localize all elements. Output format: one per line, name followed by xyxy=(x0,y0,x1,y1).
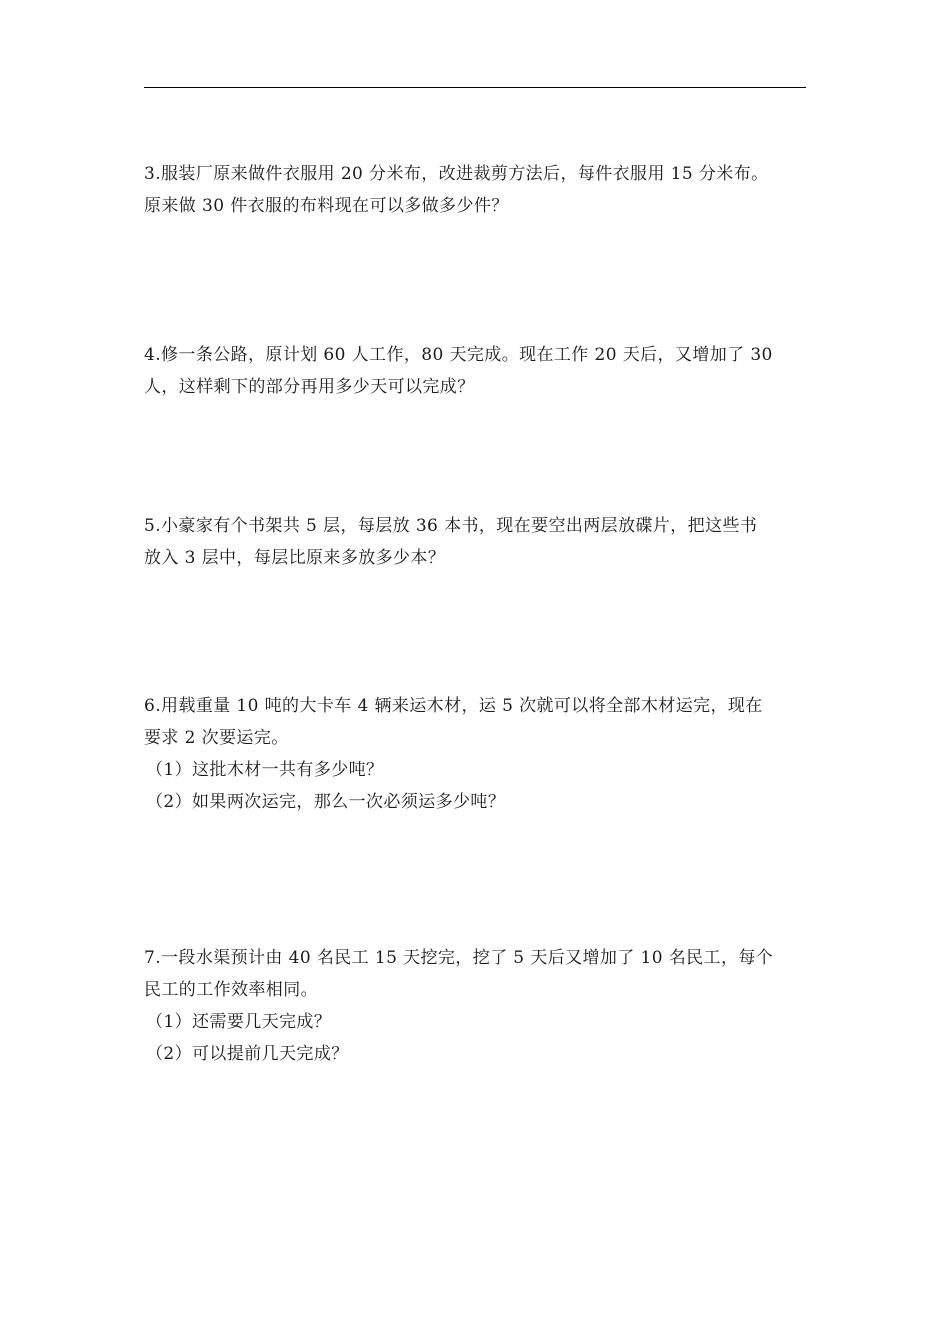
problem-3-line-2: 原来做 30 件衣服的布料现在可以多做多少件？ xyxy=(144,196,509,216)
problem-4 xyxy=(144,339,808,403)
problem-6 xyxy=(144,690,808,818)
problem-5-line-1: 5.小豪家有个书架共 5 层，每层放 36 本书，现在要空出两层放碟片，把这些书 xyxy=(144,516,758,536)
problem-3-line-1: 3.服装厂原来做件衣服用 20 分米布，改进裁剪方法后，每件衣服用 15 分米布。 xyxy=(144,164,769,184)
problem-6-line-2: 要求 2 次要运完。 xyxy=(144,728,289,748)
problem-3 xyxy=(144,158,808,222)
problem-7-line-2: 民工的工作效率相同。 xyxy=(144,980,318,1000)
problem-4-line-2: 人，这样剩下的部分再用多少天可以完成？ xyxy=(144,377,475,397)
problem-7-line-1: 7.一段水渠预计由 40 名民工 15 天挖完，挖了 5 天后又增加了 10 名民工，每个 xyxy=(144,948,774,968)
problem-6-line-1: 6.用载重量 10 吨的大卡车 4 辆来运木材，运 5 次就可以将全部木材运完，现在 xyxy=(144,696,763,716)
problem-6-sub-1: （1）这批木材一共有多少吨？ xyxy=(146,760,384,780)
problem-7 xyxy=(144,942,808,1070)
problem-5 xyxy=(144,510,808,574)
problem-4-line-1: 4.修一条公路，原计划 60 人工作，80 天完成。现在工作 20 天后，又增加了 30 xyxy=(144,345,773,365)
problem-6-sub-2: （2）如果两次运完，那么一次必须运多少吨？ xyxy=(146,792,506,812)
header-rule xyxy=(144,87,806,88)
problem-7-sub-2: （2）可以提前几天完成？ xyxy=(146,1044,349,1064)
problem-7-sub-1: （1）还需要几天完成？ xyxy=(146,1012,332,1032)
problem-5-line-2: 放入 3 层中，每层比原来多放多少本？ xyxy=(144,548,446,568)
